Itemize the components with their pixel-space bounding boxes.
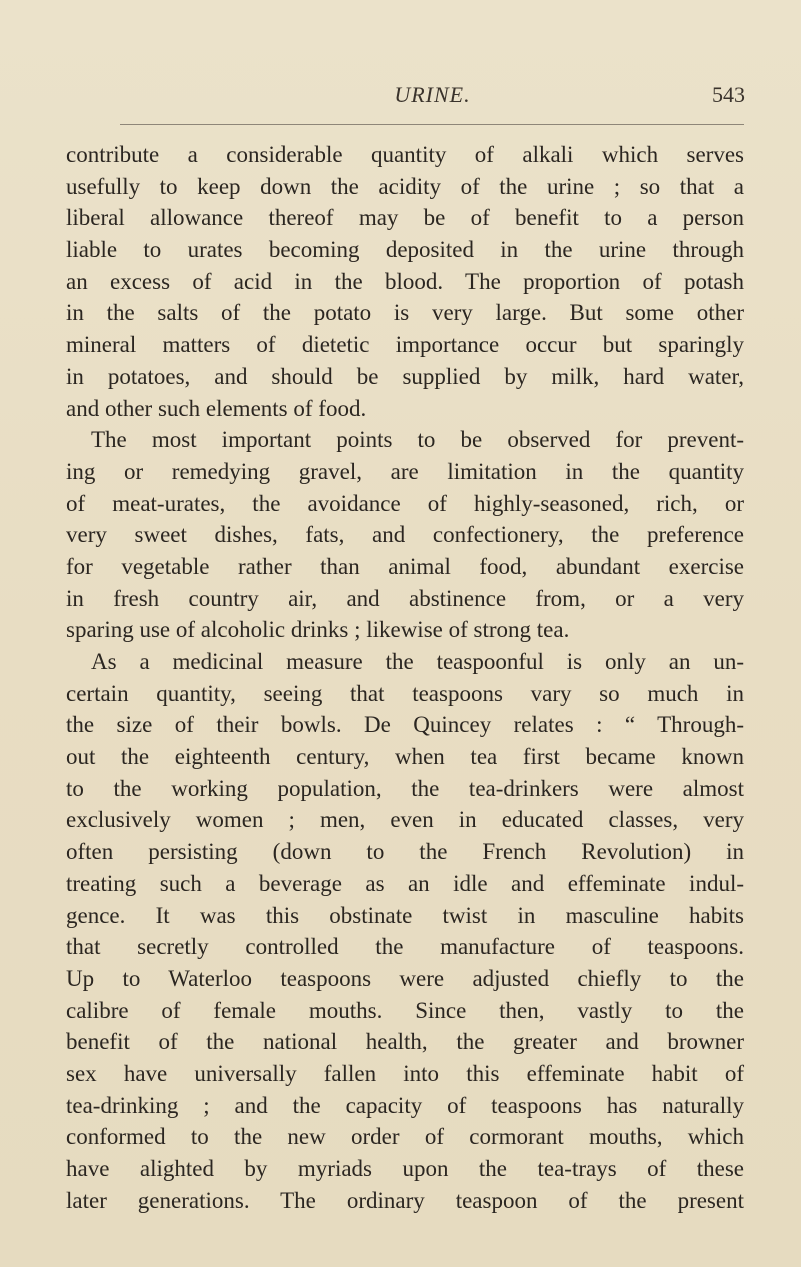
text-line: usefully to keep down the acidity of the urine ; so that a xyxy=(66,173,744,199)
page-header xyxy=(120,74,745,112)
text-line: treating such a beverage as an idle and effeminate indul- xyxy=(66,870,744,896)
text-line: ing or remedying gravel, are limitation in the quantity xyxy=(66,458,744,484)
text-line: often persisting (down to the French Revolution) in xyxy=(66,839,744,865)
text-line: an excess of acid in the blood. The proportion of potash xyxy=(66,268,744,294)
text-line: exclusively women ; men, even in educated classes, very xyxy=(66,807,744,833)
text-line: and other such elements of food. xyxy=(66,395,367,421)
text-line: for vegetable rather than animal food, abundant exercise xyxy=(66,553,744,579)
text-line: calibre of female mouths. Since then, vastly to the xyxy=(66,997,744,1023)
body-text xyxy=(66,139,744,1216)
page-number: 543 xyxy=(712,82,745,107)
header-rule xyxy=(120,124,744,125)
text-line: Up to Waterloo teaspoons were adjusted chiefly to the xyxy=(66,965,744,991)
text-line: liable to urates becoming deposited in the urine through xyxy=(66,237,744,263)
text-line: benefit of the national health, the greater and browner xyxy=(66,1029,744,1055)
running-head: URINE. xyxy=(394,82,471,107)
paragraph-start-line: The most important points to be observed for prevent- xyxy=(91,427,744,453)
text-line: to the working population, the tea-drinkers were almost xyxy=(66,775,744,801)
text-line: very sweet dishes, fats, and confectionery, the preference xyxy=(66,522,744,548)
text-line: contribute a considerable quantity of alkali which serves xyxy=(66,142,744,167)
text-line: that secretly controlled the manufacture of teaspoons. xyxy=(66,934,744,960)
text-line: sex have universally fallen into this effeminate habit of xyxy=(66,1060,744,1086)
text-line: certain quantity, seeing that teaspoons vary so much in xyxy=(66,680,744,706)
text-line: of meat-urates, the avoidance of highly-seasoned, rich, or xyxy=(66,490,744,516)
text-line: tea-drinking ; and the capacity of teaspoons has naturally xyxy=(66,1092,744,1118)
text-line: conformed to the new order of cormorant mouths, which xyxy=(66,1124,744,1150)
text-line: gence. It was this obstinate twist in masculine habits xyxy=(66,902,744,928)
text-line: the size of their bowls. De Quincey relates : “ Through- xyxy=(66,712,744,738)
paragraph-start-line: As a medicinal measure the teaspoonful is only an un- xyxy=(91,649,744,674)
text-line: out the eighteenth century, when tea first became known xyxy=(66,744,744,770)
text-line: liberal allowance thereof may be of benefit to a person xyxy=(66,205,744,231)
text-line: in the salts of the potato is very large. But some other xyxy=(66,300,744,326)
text-line: mineral matters of dietetic importance occur but sparingly xyxy=(66,332,744,358)
text-line: in fresh country air, and abstinence from, or a very xyxy=(66,585,744,611)
text-line: sparing use of alcoholic drinks ; likewise of strong tea. xyxy=(66,617,570,643)
text-line: in potatoes, and should be supplied by milk, hard water, xyxy=(66,363,744,389)
text-line: have alighted by myriads upon the tea-trays of these xyxy=(66,1156,744,1181)
text-line: later generations. The ordinary teaspoon of the present xyxy=(66,1187,744,1213)
